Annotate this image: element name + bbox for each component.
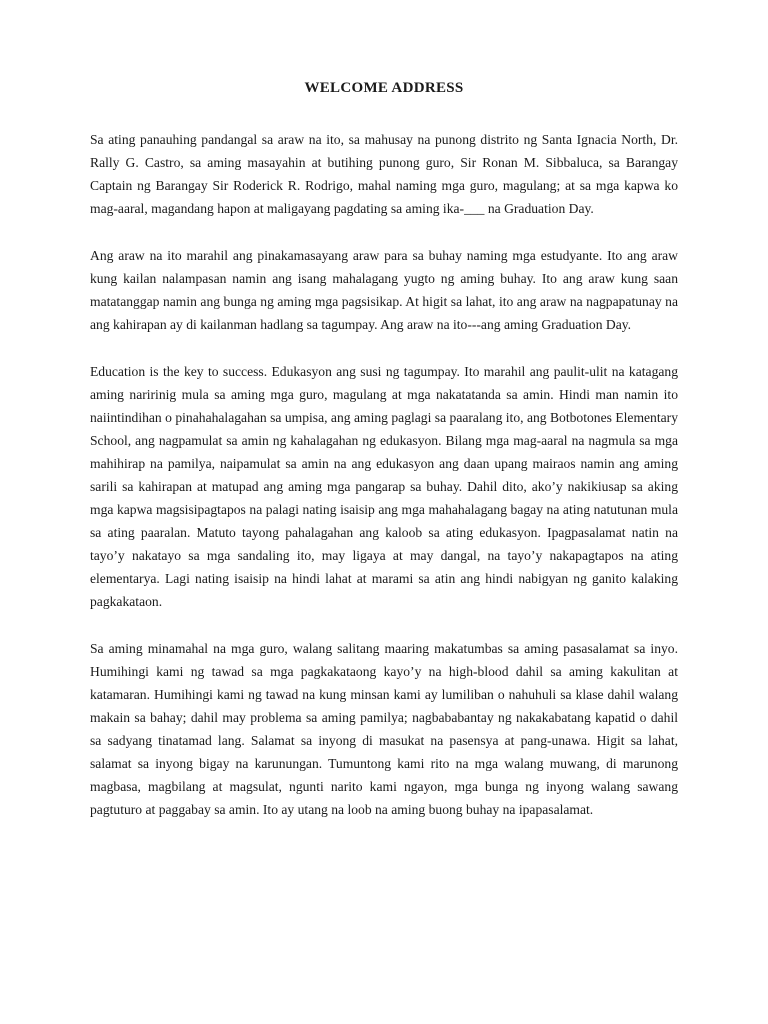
document-page — [90, 78, 678, 845]
paragraph-education: Education is the key to success. Edukasyon ang susi ng tagumpay. Ito marahil ang paulit-ulit na katagang aming naririnig mula sa aming mga guro, magulang at mga nakatatanda sa amin. Hindi man namin ito naiintindihan o pinahahalagahan sa umpisa, ang aming paglagi sa paaralang ito, ang Botbotones Elementary School, ang nagpamulat sa amin ng kahalagahan ng edukasyon. Bilang mga mag-aaral na nagmula sa mga mahihirap na pamilya, naipamulat sa amin na ang edukasyon ang daan upang mairaos namin ang aming sarili sa kahirapan at matupad ang aming mga pangarap sa buhay. Dahil dito, ako’y nakikiusap sa aking mga kapwa magsisipagtapos na palagi nating isaisip ang mga mahahalagang bagay na ating natutunan mula sa ating paaralan. Matuto tayong pahalagahan ang kaloob sa ating edukasyon. Ipagpasalamat natin na tayo’y nakatayo sa mga sandaling ito, may ligaya at may dangal, na tayo’y nakapagtapos na ating elementarya. Lagi nating isaisip na hindi lahat at marami sa atin ang hindi nabigyan ng ganito kalaking pagkakataon. — [90, 364, 678, 609]
document-title: WELCOME ADDRESS — [304, 80, 464, 96]
paragraph-teachers: Sa aming minamahal na mga guro, walang salitang maaring makatumbas sa aming pasasalamat sa inyo. Humihingi kami ng tawad sa mga pagkakataong kayo’y na high-blood dahil sa aming kakulitan at katamaran. Humihingi kami ng tawad na kung minsan kami ay lumiliban o nahuhuli sa klase dahil walang makain sa bahay; dahil may problema sa aming pamilya; nagbababantay ng nakakabatang kapatid o dahil sa sadyang tinatamad lang. Salamat sa inyong di masukat na pasensya at pang-unawa. Higit sa lahat, salamat sa inyong bigay na karunungan. Tumuntong kami rito na mga walang muwang, di marunong magbasa, magbilang at magsulat, ngunti narito kami ngayon, mga bunga ng inyong walang sawang pagtuturo at paggabay sa amin. Ito ay utang na loob na aming buong buhay na ipapasalamat. — [90, 641, 678, 817]
paragraph-graduation-day: Ang araw na ito marahil ang pinakamasayang araw para sa buhay naming mga estudyante. Ito ang araw kung kailan nalampasan namin ang isang mahalagang yugto ng aming buhay. Ito ang araw kung saan matatanggap namin ang bunga ng aming mga pagsisikap. At higit sa lahat, ito ang araw na nagpapatunay na ang kahirapan ay di kailanman hadlang sa tagumpay. Ang araw na ito---ang aming Graduation Day. — [90, 248, 678, 332]
paragraph-greeting: Sa ating panauhing pandangal sa araw na ito, sa mahusay na punong distrito ng Santa Ignacia North, Dr. Rally G. Castro, sa aming masayahin at butihing punong guro, Sir Ronan M. Sibbaluca, sa Barangay Captain ng Barangay Sir Roderick R. Rodrigo, mahal naming mga guro, magulang; at sa mga kapwa ko mag-aaral, magandang hapon at maligayang pagdating sa aming ika-___ na Graduation Day. — [90, 132, 678, 216]
